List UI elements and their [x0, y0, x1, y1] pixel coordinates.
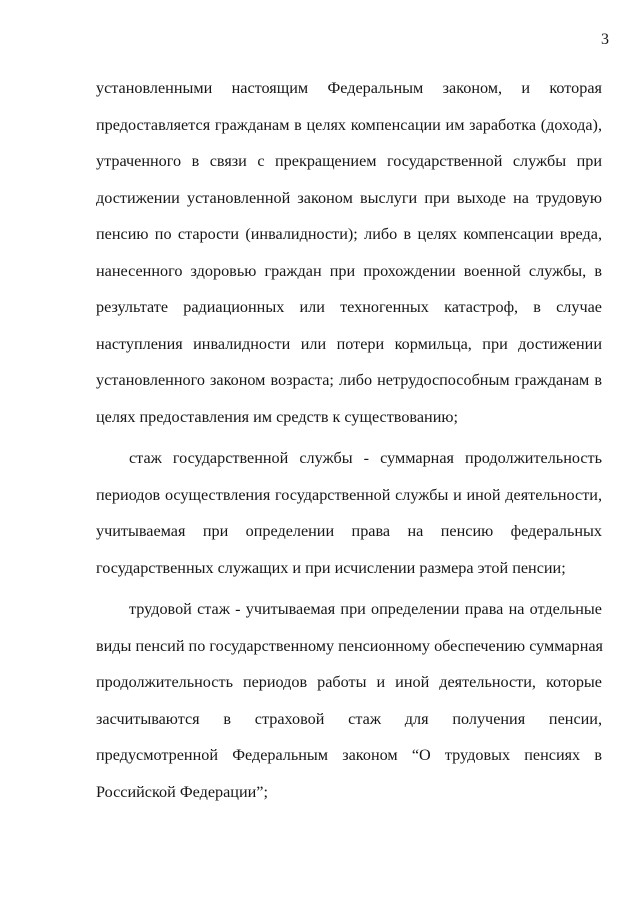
page-number: 3 [601, 31, 609, 48]
text-line: достижении установленной законом выслуги при выходе на трудовую [96, 188, 602, 207]
text-line: учитываемая при определении права на пенсию федеральных [96, 522, 602, 540]
text-line: результате радиационных или техногенных катастроф, в случае [96, 298, 602, 316]
text-line: периодов осуществления государственной службы и иной деятельности, [96, 485, 602, 504]
text-line: продолжительность периодов работы и иной деятельности, которые [96, 673, 602, 691]
paragraph-work-tenure [96, 591, 602, 810]
text-line: предоставляется гражданам в целях компенсации им заработка (дохода), [96, 115, 602, 134]
text-line: засчитываются в страховой стаж для получения пенсии, [96, 709, 602, 728]
text-line: пенсию по старости (инвалидности); либо в целях компенсации вреда, [96, 225, 602, 243]
text-line: Российской Федерации”; [96, 782, 268, 801]
text-line: государственных служащих и при исчислении размера этой пенсии; [96, 558, 566, 577]
text-line: предусмотренной Федеральным законом “О трудовых пенсиях в [96, 746, 602, 764]
text-line: наступления инвалидности или потери кормильца, при достижении [96, 334, 602, 353]
text-line: утраченного в связи с прекращением государственной службы при [96, 152, 602, 170]
text-line: целях предоставления им средств к существованию; [96, 407, 458, 426]
text-line: трудовой стаж - учитываемая при определении права на отдельные [129, 600, 602, 618]
paragraph-pension-definition-continued [96, 70, 602, 435]
document-body [96, 70, 602, 810]
text-line: виды пенсий по государственному пенсионному обеспечению суммарная [96, 636, 603, 655]
text-line: стаж государственной службы - суммарная продолжительность [129, 449, 602, 467]
paragraph-civil-service-tenure [96, 440, 602, 586]
text-line: установленными настоящим Федеральным законом, и которая [96, 79, 602, 97]
text-line: нанесенного здоровью граждан при прохождении военной службы, в [96, 261, 602, 280]
text-line: установленного законом возраста; либо нетрудоспособным гражданам в [96, 371, 602, 389]
